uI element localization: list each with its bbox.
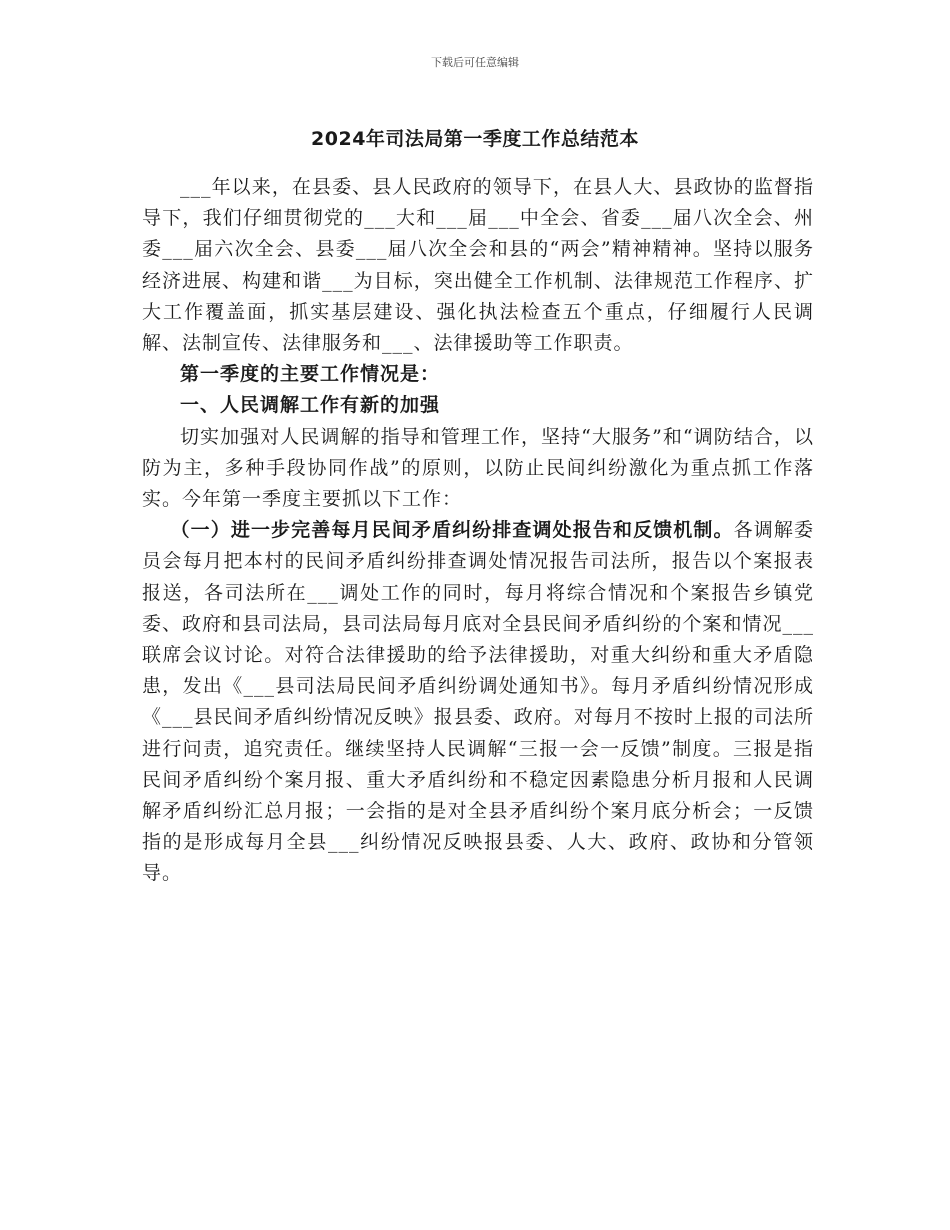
intro-paragraph: ___年以来，在县委、县人民政府的领导下，在县人大、县政协的监督指导下，我们仔细贯彻党的___大和___届___中全会、省委___届八次全会、州委___届六次全会、县委___届八次全会和县的“两会”精神精神。坚持以服务经济进展、构建和谐___为目标，突出健全工作机制、法律规范工作程序、扩大工作覆盖面，抓实基层建设、强化执法检查五个重点，仔细履行人民调解、法制宣传、法律服务和___、法律援助等工作职责。 [142, 176, 814, 355]
section-1-heading: 一、人民调解工作有新的加强 [180, 394, 441, 417]
document-title: 2024年司法局第一季度工作总结范本 [311, 128, 639, 150]
subsection-1-paragraph [142, 515, 814, 889]
subsection-1-heading: （一）进一步完善每月民间矛盾纠纷排查调处报告和反馈机制。 [170, 519, 734, 542]
page-header-note: 下载后可任意编辑 [431, 56, 519, 69]
document-body [142, 172, 814, 890]
subsection-1-text: 各调解委员会每月把本村的民间矛盾纠纷排查调处情况报告司法所，报告以个案报表报送，各司法所在___调处工作的同时，每月将综合情况和个案报告乡镇党委、政府和县司法局，县司法局每月底对全县民间矛盾纠纷的个案和情况___联席会议讨论。对符合法律援助的给予法律援助，对重大纠纷和重大矛盾隐患，发出《___县司法局民间矛盾纠纷调处通知书》。每月矛盾纠纷情况形成《___县民间矛盾纠纷情况反映》报县委、政府。对每月不按时上报的司法所进行问责，追究责任。继续坚持人民调解“三报一会一反馈”制度。三报是指民间矛盾纠纷个案月报、重大矛盾纠纷和不稳定因素隐患分析月报和人民调解矛盾纠纷汇总月报；一会指的是对全县矛盾纠纷个案月底分析会；一反馈指的是形成每月全县___纠纷情况反映报县委、人大、政府、政协和分管领导。 [142, 519, 814, 885]
section-1-paragraph: 切实加强对人民调解的指导和管理工作，坚持“大服务”和“调防结合，以防为主，多种手段协同作战”的原则，以防止民间纠纷激化为重点抓工作落实。今年第一季度主要抓以下工作： [142, 425, 814, 511]
section-intro-heading: 第一季度的主要工作情况是： [180, 363, 441, 386]
